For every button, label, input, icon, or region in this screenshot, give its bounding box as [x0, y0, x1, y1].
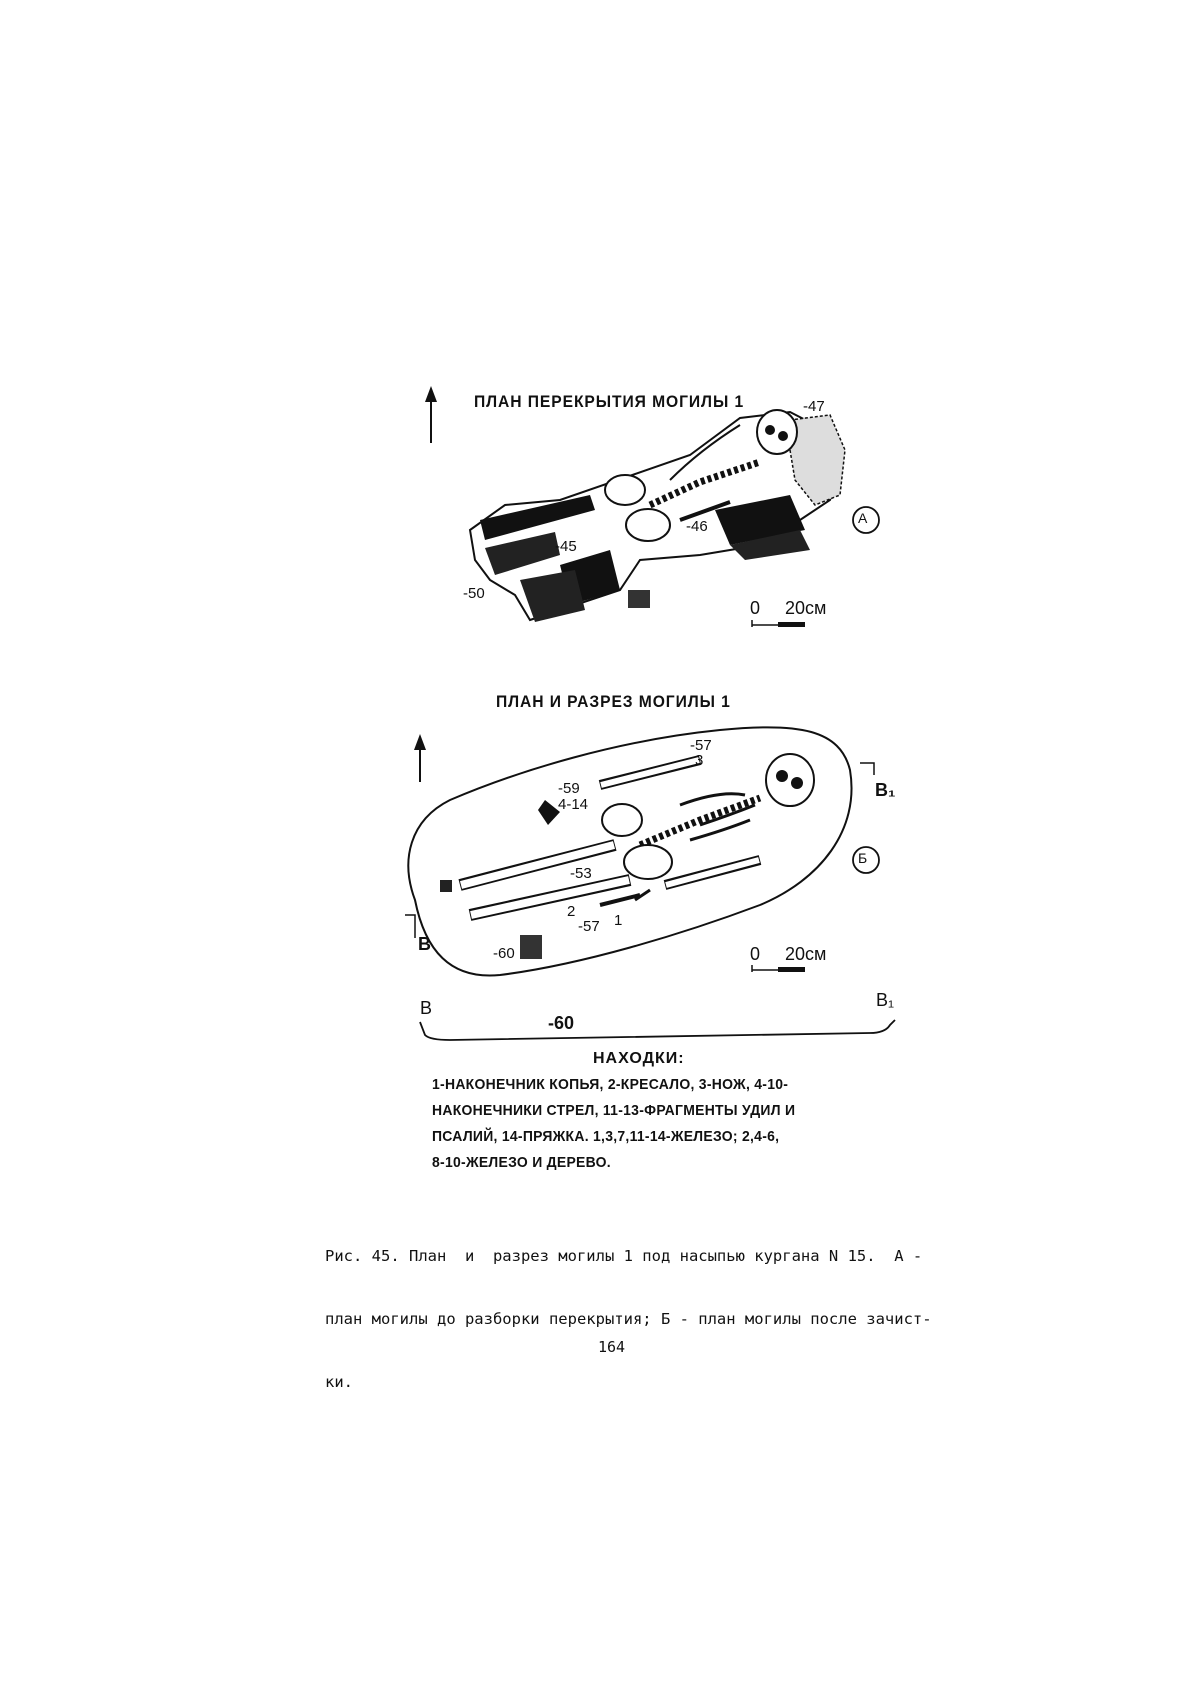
scale-value: 20см	[785, 944, 827, 964]
figure-b-title: ПЛАН И РАЗРЕЗ МОГИЛЫ 1	[496, 692, 731, 711]
finds-line: ПСАЛИЙ, 14-ПРЯЖКА. 1,3,7,11-14-ЖЕЛЕЗО; 2,4-6,	[432, 1128, 780, 1145]
depth-label: -45	[555, 538, 577, 555]
figure-a-drawing	[425, 386, 845, 622]
depth-label: -47	[803, 398, 825, 415]
north-arrow-icon	[425, 386, 437, 443]
depth-label: -50	[463, 585, 485, 602]
page-number: 164	[598, 1338, 626, 1356]
finds-list	[432, 1072, 860, 1176]
find-label: 3	[695, 752, 704, 769]
section-depth-label: -60	[548, 1013, 575, 1033]
caption-line: план могилы до разборки перекрытия; Б - план могилы после зачист-	[325, 1310, 932, 1328]
caption-line: ки.	[325, 1373, 353, 1391]
finds-line: НАКОНЕЧНИКИ СТРЕЛ, 11-13-ФРАГМЕНТЫ УДИЛ И	[432, 1102, 796, 1119]
depth-label: -60	[493, 945, 515, 962]
section-mark-left: В	[418, 934, 431, 954]
section-left-label: В	[420, 998, 433, 1018]
section-mark-right: В₁	[875, 780, 896, 800]
scale-bar-a	[752, 620, 805, 627]
north-arrow-icon	[414, 734, 426, 782]
section-right-label: В₁	[876, 990, 895, 1010]
depth-label: -53	[570, 865, 592, 882]
scale-zero: 0	[750, 598, 761, 618]
depth-label: -57	[578, 918, 600, 935]
figure-caption	[325, 1204, 932, 1414]
depth-label: -57	[690, 737, 712, 754]
depth-label: -46	[686, 518, 708, 535]
finds-title: НАХОДКИ:	[593, 1050, 685, 1067]
finds-line: 1-НАКОНЕЧНИК КОПЬЯ, 2-КРЕСАЛО, 3-НОЖ, 4-10-	[432, 1076, 789, 1093]
depth-label: -59	[558, 780, 580, 797]
scale-bar-b	[752, 965, 805, 972]
scale-zero: 0	[750, 944, 761, 964]
marker-b-label: Б	[858, 850, 868, 866]
find-label: 1	[614, 912, 623, 929]
scale-value: 20см	[785, 598, 827, 618]
section-profile	[420, 1020, 895, 1040]
find-label: 4-14	[558, 796, 589, 813]
marker-a-label: А	[858, 510, 868, 526]
finds-line: 8-10-ЖЕЛЕЗО И ДЕРЕВО.	[432, 1154, 611, 1171]
find-label: 2	[567, 903, 576, 920]
caption-line: Рис. 45. План и разрез могилы 1 под насыпью кургана N 15. А -	[325, 1247, 923, 1265]
figure-a-title: ПЛАН ПЕРЕКРЫТИЯ МОГИЛЫ 1	[474, 392, 745, 411]
figure-b-drawing	[408, 727, 851, 975]
